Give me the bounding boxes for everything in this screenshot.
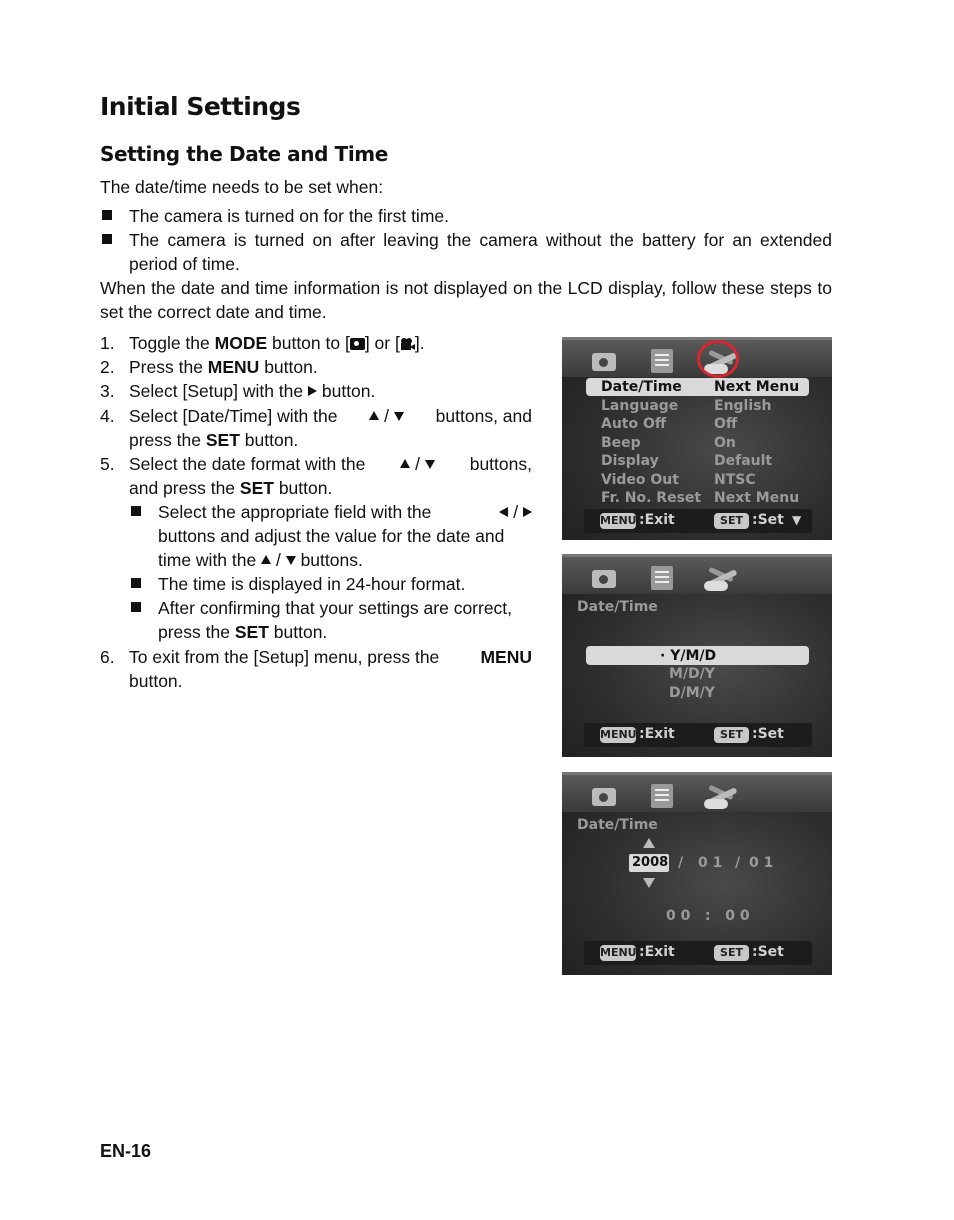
menu-row-label: Video Out (601, 472, 679, 488)
set-label: :Set (752, 944, 784, 960)
page-title: Initial Settings (100, 92, 301, 121)
month-field: 0 1 (698, 855, 723, 871)
lcd-footer (584, 941, 812, 965)
sub-step: The time is displayed in 24-hour format. (158, 574, 466, 594)
menu-key: MENU (600, 728, 637, 741)
bullet-marker (131, 506, 141, 516)
step-number: 6. (100, 647, 115, 667)
exit-label: :Exit (639, 944, 675, 960)
bullet-marker (131, 578, 141, 588)
down-arrow-icon (425, 460, 435, 469)
menu-row-label: Beep (601, 435, 641, 451)
lcd-footer (584, 509, 812, 533)
screen-title: Date/Time (577, 599, 658, 615)
sub-step-cont: time with the / buttons. (158, 550, 363, 570)
bullet-marker (102, 234, 112, 244)
menu-row-value: On (714, 435, 736, 451)
step-number: 3. (100, 381, 115, 401)
increase-arrow-icon (643, 838, 655, 848)
step-5: Select the date format with the / buttons, (129, 454, 532, 474)
scroll-down-icon: ▼ (792, 513, 802, 527)
menu-tab-icon (648, 562, 678, 592)
lcd-tab-bar (562, 337, 832, 377)
page-number: EN-16 (100, 1141, 152, 1161)
menu-key: MENU (600, 514, 637, 527)
menu-row-value: Default (714, 453, 773, 469)
menu-row-value: Next Menu (714, 379, 800, 395)
step-number: 4. (100, 406, 115, 426)
step-4-cont: press the SET button. (129, 430, 299, 450)
bullet-marker (102, 210, 112, 220)
menu-row-value: English (714, 398, 772, 414)
camera-tab-icon (590, 562, 620, 592)
right-arrow-icon (308, 386, 317, 396)
menu-key: MENU (600, 946, 637, 959)
down-arrow-icon (286, 556, 296, 565)
lcd-date-time-entry (562, 772, 832, 975)
camera-tab-icon (590, 780, 620, 810)
menu-row-value: Next Menu (714, 490, 800, 506)
section-title: Setting the Date and Time (100, 142, 388, 166)
date-separator: / (735, 855, 741, 871)
menu-row-label: Display (601, 453, 659, 469)
sub-step: After confirming that your settings are correct, (158, 598, 513, 618)
menu-row-value: Off (714, 416, 738, 432)
year-field: 2008 (632, 855, 669, 870)
screen-title: Date/Time (577, 817, 658, 833)
menu-row-label: Language (601, 398, 679, 414)
lcd-tab-bar (562, 772, 832, 812)
step-1: Toggle the MODE button to [ ] or [ ]. (129, 333, 425, 353)
step-number: 2. (100, 357, 115, 377)
menu-tab-icon (648, 345, 678, 375)
step-number: 5. (100, 454, 115, 474)
step-3: Select [Setup] with the button. (129, 381, 376, 401)
up-arrow-icon (400, 459, 410, 468)
lcd-tab-bar (562, 554, 832, 594)
right-arrow-icon (523, 507, 532, 517)
date-format-option: · Y/M/D (660, 648, 717, 664)
highlight-circle (697, 340, 739, 378)
menu-row-label: Fr. No. Reset (601, 490, 702, 506)
lcd-date-format (562, 554, 832, 757)
bullet-item: The camera is turned on after leaving the camera without the battery for an extended period of time. (129, 230, 832, 274)
step-number: 1. (100, 333, 115, 353)
lcd-setup-menu (562, 337, 832, 540)
decrease-arrow-icon (643, 878, 655, 888)
setup-tools-icon (702, 780, 732, 810)
step-6-cont: button. (129, 671, 183, 691)
camera-mode-icon (350, 338, 365, 350)
sub-step-cont: buttons and adjust the value for the date and (158, 526, 505, 546)
bullet-marker (131, 602, 141, 612)
date-format-option: M/D/Y (669, 666, 715, 682)
camera-tab-icon (590, 345, 620, 375)
setup-tools-icon (702, 562, 732, 592)
menu-row-label: Auto Off (601, 416, 667, 432)
step-4: Select [Date/Time] with the / buttons, and (129, 406, 532, 426)
step-6: To exit from the [Setup] menu, press the MENU (129, 647, 532, 667)
menu-tab-icon (648, 780, 678, 810)
bullet-item: The camera is turned on for the first time. (129, 206, 449, 226)
body-paragraph: When the date and time information is not displayed on the LCD display, follow these steps to set the correct date and time. (100, 278, 832, 322)
exit-label: :Exit (639, 512, 675, 528)
sub-step: Select the appropriate field with the / (158, 500, 532, 524)
sub-step-cont: press the SET button. (158, 622, 328, 642)
day-field: 0 1 (749, 855, 774, 871)
exit-label: :Exit (639, 726, 675, 742)
set-key: SET (714, 513, 749, 529)
set-key: SET (714, 945, 749, 961)
set-label: :Set (752, 512, 784, 528)
step-5-cont: and press the SET button. (129, 478, 333, 498)
time-field: 0 0 : 0 0 (666, 908, 750, 924)
up-arrow-icon (261, 555, 271, 564)
set-key: SET (714, 727, 749, 743)
menu-row-value: NTSC (714, 472, 756, 488)
up-arrow-icon (369, 411, 379, 420)
date-separator: / (678, 855, 684, 871)
down-arrow-icon (394, 412, 404, 421)
menu-row-label: Date/Time (601, 379, 682, 395)
video-mode-icon (400, 338, 415, 350)
date-format-option: D/M/Y (669, 685, 715, 701)
step-2: Press the MENU button. (129, 357, 318, 377)
lcd-footer (584, 723, 812, 747)
set-label: :Set (752, 726, 784, 742)
intro-text: The date/time needs to be set when: (100, 177, 384, 197)
